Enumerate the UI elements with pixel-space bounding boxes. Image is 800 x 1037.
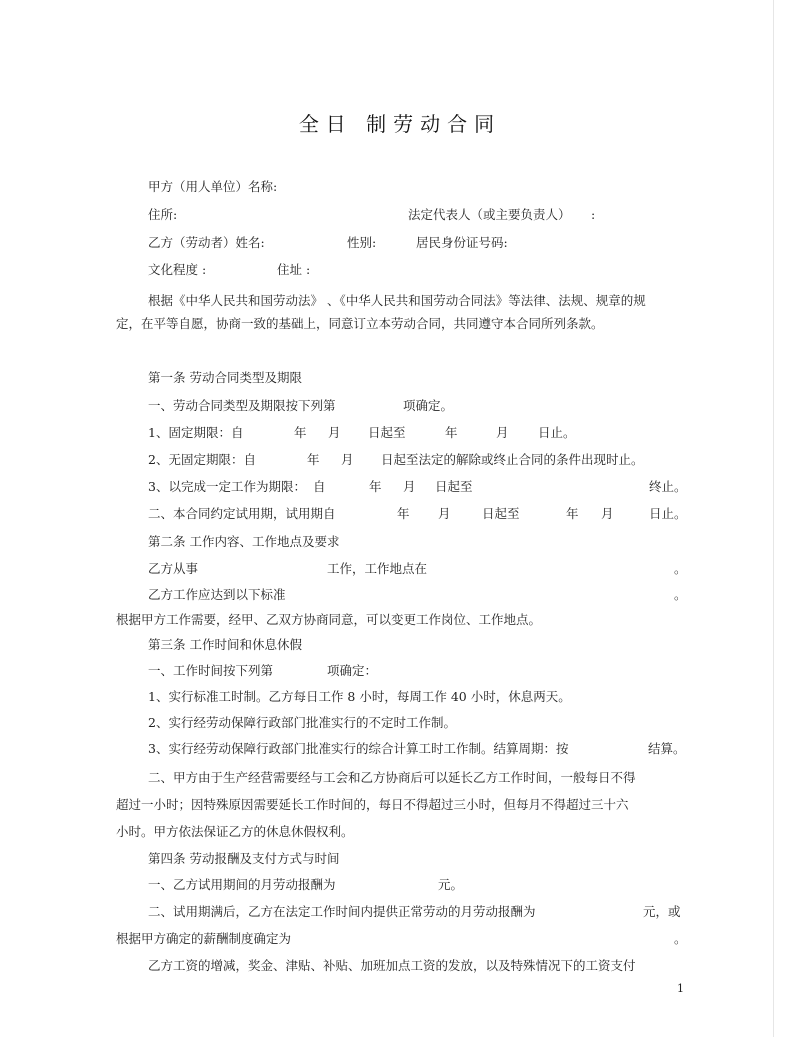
page-edge — [773, 0, 774, 1037]
work-hours-label: 一、工作时间按下列第 — [148, 663, 274, 678]
probation-month: 月 — [438, 506, 451, 521]
party-b-label: 乙方（劳动者）姓名: — [148, 235, 265, 250]
job-standard-label: 乙方工作应达到以下标准 — [148, 587, 286, 602]
fixed-term-year-end: 年 — [445, 425, 458, 440]
fixed-term-day-end: 日止。 — [538, 425, 576, 440]
task-term-label: 3、以完成一定工作为期限： — [148, 479, 306, 494]
page-number: 1 — [677, 982, 684, 995]
salary-system-label: 根据甲方确定的薪酬制度确定为 — [116, 931, 292, 946]
legal-rep-label: 法定代表人（或主要负责人） — [408, 207, 571, 222]
probation-month-end: 月 — [601, 506, 614, 521]
article-1-title: 第一条 劳动合同类型及期限 — [148, 370, 302, 385]
probation-day-from: 日起至 — [482, 506, 520, 521]
article-3-title: 第三条 工作时间和休息休假 — [148, 637, 302, 652]
probation-label: 二、本合同约定试用期，试用期自 — [148, 506, 336, 521]
open-term-year: 年 — [307, 452, 320, 467]
overtime-line: 超过一小时；因特殊原因需要延长工作时间的，每日不得超过三小时，但每月不得超过三十六 — [116, 797, 629, 812]
job-standard-end: 。 — [674, 587, 687, 602]
task-term-end: 终止。 — [649, 479, 687, 494]
preamble-line: 定，在平等自愿，协商一致的基础上，同意订立本劳动合同，共同遵守本合同所列条款。 — [116, 316, 604, 331]
article-4-title: 第四条 劳动报酬及支付方式与时间 — [148, 851, 340, 866]
fixed-term-year: 年 — [294, 425, 307, 440]
probation-year-end: 年 — [566, 506, 579, 521]
legal-rep-colon: : — [591, 207, 596, 222]
job-content-label: 乙方从事 — [148, 561, 199, 576]
task-term-month: 月 — [403, 479, 416, 494]
job-change-line: 根据甲方工作需要，经甲、乙双方协商同意，可以变更工作岗位、工作地点。 — [116, 612, 542, 627]
address-label: 住所: — [148, 207, 178, 222]
task-term-year: 年 — [369, 479, 382, 494]
work-hours-end: 项确定： — [327, 663, 378, 678]
salary-system-end: 。 — [674, 931, 687, 946]
job-location-label: 工作，工作地点在 — [327, 561, 428, 576]
regular-pay-unit: 元，或 — [643, 904, 681, 919]
fixed-term-label: 1、固定期限：自 — [148, 425, 244, 440]
probation-pay-unit: 元。 — [438, 877, 464, 892]
probation-pay-label: 一、乙方试用期间的月劳动报酬为 — [148, 877, 336, 892]
open-term-label: 2、无固定期限：自 — [148, 452, 256, 467]
task-term-from: 自 — [313, 479, 326, 494]
id-number-label: 居民身份证号码: — [416, 235, 508, 250]
comprehensive-hours-end: 结算。 — [648, 741, 686, 756]
probation-year: 年 — [397, 506, 410, 521]
residence-label: 住址 : — [277, 262, 311, 277]
fixed-term-month: 月 — [328, 425, 341, 440]
standard-hours-line: 1、实行标准工时制。乙方每日工作 8 小时，每周工作 40 小时，休息两天。 — [148, 689, 571, 704]
overtime-line: 二、甲方由于生产经营需要经与工会和乙方协商后可以延长乙方工作时间，一般每日不得 — [148, 770, 636, 785]
probation-day-end: 日止。 — [649, 506, 687, 521]
job-line-end: 。 — [674, 561, 687, 576]
education-label: 文化程度 : — [148, 262, 207, 277]
gender-label: 性别: — [347, 235, 377, 250]
overtime-line: 小时。甲方依法保证乙方的休息休假权利。 — [116, 824, 354, 839]
preamble-line: 根据《中华人民共和国劳动法》 、《中华人民共和国劳动合同法》等法律、法规、规章的规 — [148, 293, 646, 308]
flexible-hours-line: 2、实行经劳动保障行政部门批准实行的不定时工作制。 — [148, 715, 456, 730]
fixed-term-month-end: 月 — [496, 425, 509, 440]
party-a-label: 甲方（用人单位）名称: — [148, 179, 278, 194]
task-term-day: 日起至 — [435, 479, 473, 494]
article-1-line: 一、劳动合同类型及期限按下列第 — [148, 398, 336, 413]
document-title: 全日 制劳动合同 — [298, 112, 502, 136]
salary-adjust-line: 乙方工资的增减，奖金、津贴、补贴、加班加点工资的发放，以及特殊情况下的工资支付 — [148, 958, 636, 973]
comprehensive-hours-line: 3、实行经劳动保障行政部门批准实行的综合计算工时工作制。结算周期：按 — [148, 741, 569, 756]
article-1-line-end: 项确定。 — [403, 398, 454, 413]
regular-pay-label: 二、试用期满后，乙方在法定工作时间内提供正常劳动的月劳动报酬为 — [148, 904, 536, 919]
open-term-rest: 日起至法定的解除或终止合同的条件出现时止。 — [381, 452, 644, 467]
article-2-title: 第二条 工作内容、工作地点及要求 — [148, 534, 340, 549]
open-term-month: 月 — [341, 452, 354, 467]
fixed-term-day-from: 日起至 — [368, 425, 406, 440]
